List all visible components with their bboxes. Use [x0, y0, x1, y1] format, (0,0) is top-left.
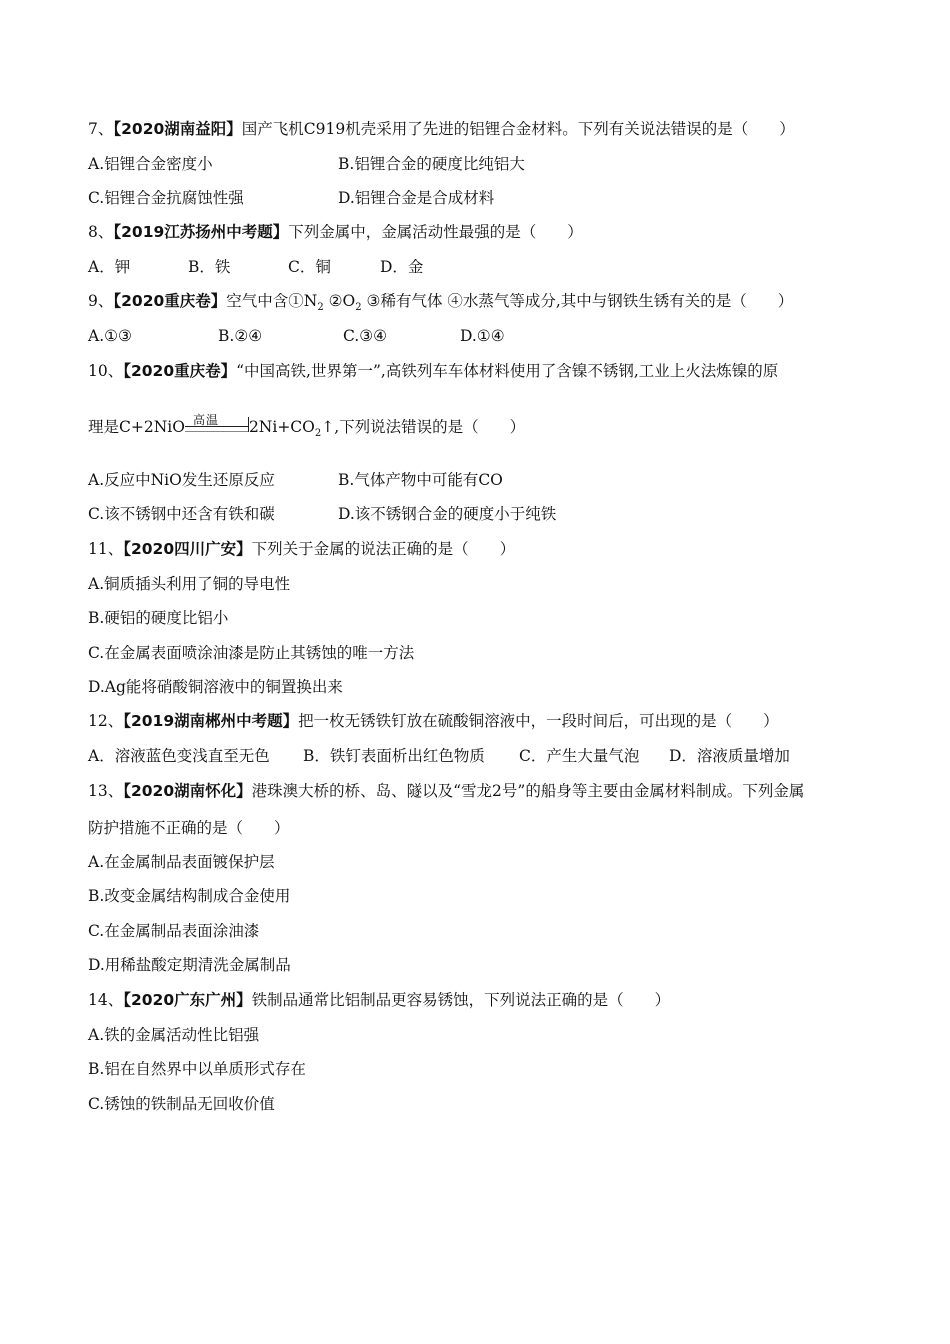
option-d: D.该不锈钢合金的硬度小于纯铁: [338, 505, 557, 523]
question-source: 【2020湖南怀化】: [123, 782, 252, 800]
option-c: C.在金属表面喷涂油漆是防止其锈蚀的唯一方法: [88, 644, 415, 662]
option-c: C.锈蚀的铁制品无回收价值: [88, 1095, 275, 1113]
question-7-stem: [88, 118, 795, 140]
option-b: B．铁钉表面析出红色物质: [303, 747, 485, 765]
option-c: C.③④: [343, 327, 388, 345]
question-7-options-row-1: [88, 153, 525, 175]
question-source: 【2019江苏扬州中考题】: [113, 223, 289, 241]
question-source: 【2019湖南郴州中考题】: [123, 712, 299, 730]
option-d: D．金: [380, 258, 424, 276]
question-11-stem: [88, 538, 515, 560]
option-a: A．溶液蓝色变浅直至无色: [88, 747, 270, 765]
question-text: ↑,下列说法错误的是（ ）: [321, 418, 526, 436]
option-b: B．铁: [188, 258, 231, 276]
option-d: D．溶液质量增加: [669, 747, 790, 765]
option-b: B.气体产物中可能有CO: [338, 471, 503, 489]
equation-products: 2Ni+CO: [248, 418, 315, 436]
question-number: 13、: [88, 782, 124, 800]
option-d: D.用稀盐酸定期清洗金属制品: [88, 956, 291, 974]
option-b: B.铝在自然界中以单质形式存在: [88, 1060, 306, 1078]
question-12-options: [88, 745, 790, 767]
question-number: 8、: [88, 223, 114, 241]
question-text: 空气中含①N: [226, 292, 318, 310]
option-a: A.①③: [88, 327, 132, 345]
question-number: 11、: [88, 540, 124, 558]
question-text: 下列关于金属的说法正确的是（ ）: [251, 540, 516, 558]
option-c: C.在金属制品表面涂油漆: [88, 922, 260, 940]
question-text: 铁制品通常比铝制品更容易锈蚀，下列说法正确的是（ ）: [251, 991, 671, 1009]
option-a: A．钾: [88, 258, 131, 276]
option-c: C．产生大量气泡: [519, 747, 640, 765]
reaction-condition: 高温: [192, 413, 219, 428]
equation-reactants: 理是C+2NiO: [88, 418, 185, 436]
question-9-stem: [88, 290, 793, 319]
question-text: “中国高铁,世界第一”,高铁列车车体材料使用了含镍不锈钢,工业上火法炼镍的原: [236, 362, 779, 380]
question-number: 10、: [88, 362, 124, 380]
question-14-stem: [88, 989, 670, 1011]
question-text: ②O: [323, 292, 356, 310]
question-text: 港珠澳大桥的桥、岛、隧以及“雪龙2号”的船身等主要由金属材料制成。下列金属: [251, 782, 805, 800]
question-7-options-row-2: [88, 187, 494, 209]
question-number: 12、: [88, 712, 124, 730]
subscript: 2: [355, 302, 362, 314]
question-9-options: [88, 325, 505, 347]
question-source: 【2020四川广安】: [123, 540, 252, 558]
question-number: 7、: [88, 120, 114, 138]
question-10-stem: [88, 360, 778, 382]
question-number: 9、: [88, 292, 114, 310]
question-number: 14、: [88, 991, 124, 1009]
question-text: ③稀有气体 ④水蒸气等成分,其中与钢铁生锈有关的是（ ）: [361, 292, 794, 310]
question-10-options-row-2: [88, 503, 556, 525]
question-text: 下列金属中，金属活动性最强的是（ ）: [288, 223, 583, 241]
question-8-options: [88, 256, 423, 278]
question-12-stem: [88, 710, 779, 732]
question-10-options-row-1: [88, 469, 503, 491]
question-text: 把一枚无锈铁钉放在硫酸铜溶液中，一段时间后，可出现的是（ ）: [298, 712, 779, 730]
option-c: C．铜: [288, 258, 331, 276]
subscript: 2: [317, 302, 324, 314]
option-b: B.铝锂合金的硬度比纯铝大: [338, 155, 525, 173]
question-source: 【2020湖南益阳】: [113, 120, 242, 138]
option-d: D.铝锂合金是合成材料: [338, 189, 495, 207]
option-d: D.①④: [460, 327, 505, 345]
option-a: A.铜质插头利用了铜的导电性: [88, 575, 291, 593]
option-b: B.硬铝的硬度比铝小: [88, 609, 229, 627]
question-text: 防护措施不正确的是（ ）: [88, 819, 290, 837]
option-c: C.铝锂合金抗腐蚀性强: [88, 189, 244, 207]
question-10-equation-line: [88, 413, 526, 445]
option-a: A.铁的金属活动性比铝强: [88, 1026, 260, 1044]
option-a: A.在金属制品表面镀保护层: [88, 853, 275, 871]
option-b: B.②④: [218, 327, 263, 345]
option-a: A.铝锂合金密度小: [88, 155, 213, 173]
question-8-stem: [88, 221, 583, 243]
equation-arrow: [185, 413, 249, 445]
question-source: 【2020重庆卷】: [113, 292, 227, 310]
option-d: D.Ag能将硝酸铜溶液中的铜置换出来: [88, 678, 343, 696]
subscript: 2: [314, 428, 322, 440]
question-source: 【2020广东广州】: [123, 991, 252, 1009]
question-source: 【2020重庆卷】: [123, 362, 237, 380]
question-text: 国产飞机C919机壳采用了先进的铝锂合金材料。下列有关说法错误的是（ ）: [241, 120, 795, 138]
option-a: A.反应中NiO发生还原反应: [88, 471, 275, 489]
option-c: C.该不锈钢中还含有铁和碳: [88, 505, 275, 523]
option-b: B.改变金属结构制成合金使用: [88, 887, 291, 905]
question-13-stem: [88, 780, 804, 802]
